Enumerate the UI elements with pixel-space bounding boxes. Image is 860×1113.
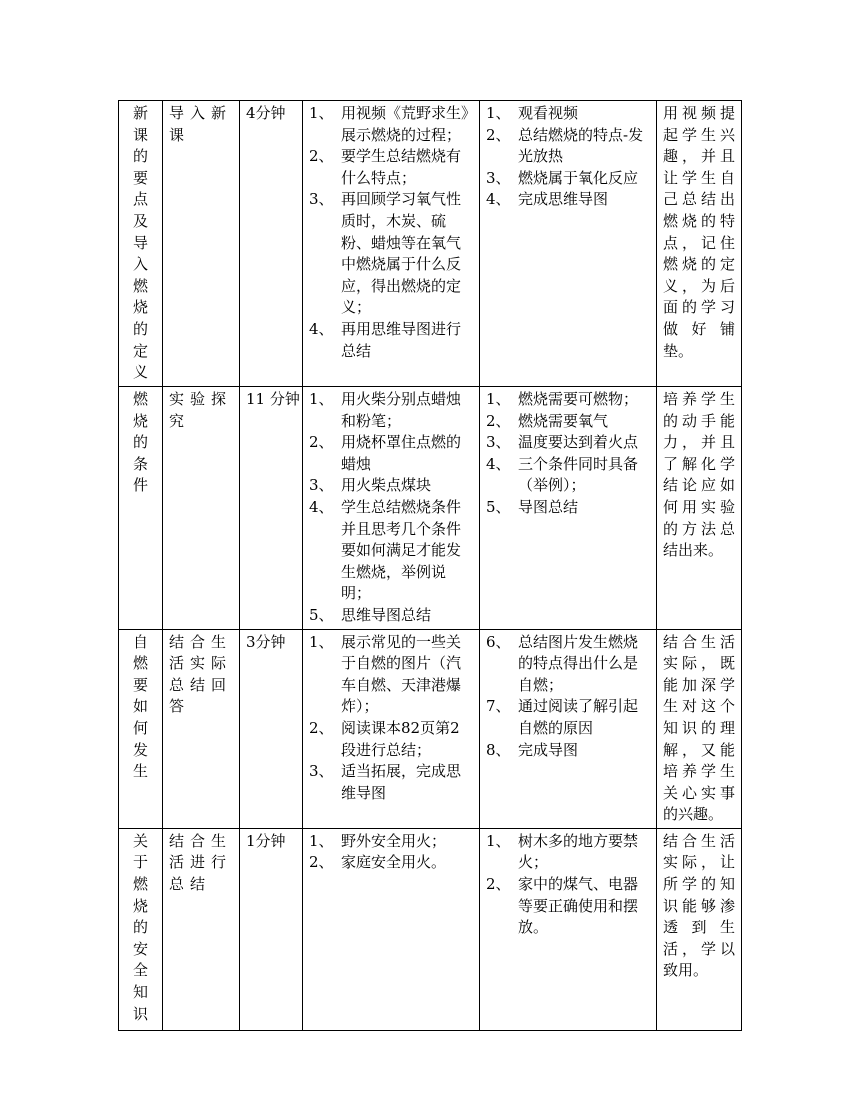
teacher-activity-item bbox=[309, 475, 473, 497]
topic-char: 如 bbox=[132, 697, 148, 716]
student-activity-item bbox=[486, 454, 650, 497]
teacher-activity-cell bbox=[303, 387, 480, 630]
topic-char: 何 bbox=[132, 718, 148, 737]
teacher-activity-cell bbox=[303, 828, 480, 1030]
teacher-activity-list bbox=[309, 831, 473, 874]
item-number: 1、 bbox=[309, 104, 334, 122]
topic-char: 要 bbox=[132, 168, 148, 187]
item-text: 总结图片发生燃烧的特点得出什么是自燃； bbox=[518, 632, 639, 694]
item-text: 适当拓展，完成思维导图 bbox=[341, 762, 462, 802]
topic-char: 自 bbox=[132, 632, 148, 651]
student-activity-item bbox=[486, 874, 650, 939]
topic-char: 义 bbox=[132, 363, 148, 382]
item-text: 家庭安全用火。 bbox=[341, 853, 447, 872]
topic-cell bbox=[119, 387, 163, 630]
teacher-activity-list bbox=[309, 389, 473, 627]
student-activity-item bbox=[486, 189, 650, 211]
method-cell: 结合生活实际总结回答 bbox=[163, 629, 240, 828]
topic-char: 燃 bbox=[132, 276, 148, 295]
item-number: 5、 bbox=[486, 497, 511, 516]
item-text: 用火柴点煤块 bbox=[341, 476, 432, 495]
item-text: 用火柴分别点蜡烛和粉笔； bbox=[341, 390, 462, 430]
item-number: 4、 bbox=[486, 454, 511, 473]
topic-char: 关 bbox=[132, 831, 148, 850]
duration-cell: 3分钟 bbox=[240, 629, 303, 828]
topic-char: 烧 bbox=[132, 896, 148, 915]
item-number: 4、 bbox=[309, 497, 334, 516]
item-text: 再用思维导图进行总结 bbox=[341, 319, 462, 360]
item-number: 1、 bbox=[309, 831, 334, 850]
teacher-activity-item bbox=[309, 605, 473, 627]
item-number: 3、 bbox=[309, 190, 334, 209]
duration-cell: 11 分钟 bbox=[240, 387, 303, 630]
item-text: 用视频《荒野求生》展示燃烧的过程； bbox=[341, 104, 469, 144]
item-number: 3、 bbox=[486, 433, 511, 452]
topic-char: 发 bbox=[132, 740, 148, 759]
item-number: 6、 bbox=[486, 632, 511, 651]
topic-cell bbox=[119, 101, 163, 387]
item-number: 2、 bbox=[486, 125, 511, 144]
teacher-activity-item bbox=[309, 389, 473, 432]
topic-char: 的 bbox=[132, 433, 148, 452]
item-text: 温度要达到着火点 bbox=[518, 433, 639, 452]
item-number: 2、 bbox=[309, 718, 334, 737]
item-text: 家中的煤气、电器等要正确使用和摆放。 bbox=[518, 875, 639, 937]
teacher-activity-list bbox=[309, 632, 473, 805]
topic-char: 导 bbox=[132, 233, 148, 252]
student-activity-cell bbox=[480, 629, 657, 828]
topic-char: 全 bbox=[132, 961, 148, 980]
topic-char: 的 bbox=[132, 918, 148, 937]
student-activity-item bbox=[486, 432, 650, 454]
item-number: 3、 bbox=[309, 476, 334, 495]
item-text: 再回顾学习氧气性质时，木炭、硫粉、蜡烛等在氧气中燃烧属于什么反应，得出燃烧的定义； bbox=[341, 190, 462, 317]
student-activity-item bbox=[486, 497, 650, 519]
item-number: 4、 bbox=[309, 319, 334, 338]
teacher-activity-cell bbox=[303, 101, 480, 387]
student-activity-item bbox=[486, 696, 650, 739]
student-activity-cell bbox=[480, 828, 657, 1030]
student-activity-item bbox=[486, 831, 650, 874]
item-number: 2、 bbox=[486, 875, 511, 894]
item-text: 导图总结 bbox=[518, 497, 579, 516]
topic-char: 燃 bbox=[132, 875, 148, 894]
item-text: 要学生总结燃烧有什么特点； bbox=[341, 147, 462, 187]
topic-char: 识 bbox=[132, 1004, 148, 1023]
item-number: 1、 bbox=[486, 104, 511, 122]
item-number: 7、 bbox=[486, 697, 511, 716]
teacher-activity-item bbox=[309, 497, 473, 605]
teacher-activity-item bbox=[309, 146, 473, 189]
item-text: 燃烧属于氧化反应 bbox=[518, 168, 639, 187]
topic-char: 烧 bbox=[132, 411, 148, 430]
item-number: 2、 bbox=[309, 433, 334, 452]
method-cell: 导入新课 bbox=[163, 101, 240, 387]
student-activity-cell bbox=[480, 387, 657, 630]
item-number: 1、 bbox=[486, 390, 511, 408]
topic-char: 安 bbox=[132, 939, 148, 958]
teacher-activity-item bbox=[309, 189, 473, 319]
item-text: 燃烧需要氧气 bbox=[518, 411, 609, 430]
item-number: 1、 bbox=[309, 390, 334, 408]
topic-char: 要 bbox=[132, 675, 148, 694]
student-activity-list bbox=[486, 103, 650, 211]
lesson-plan-table bbox=[118, 100, 742, 1031]
teacher-activity-item bbox=[309, 718, 473, 761]
design-intent-cell: 培养学生的动手能力，并且了解化学结论应如何用实验的方法总结出来。 bbox=[657, 387, 742, 630]
topic-char: 燃 bbox=[132, 390, 148, 408]
teacher-activity-item bbox=[309, 103, 473, 146]
topic-char: 入 bbox=[132, 255, 148, 274]
table-row bbox=[119, 629, 742, 828]
topic-char: 烧 bbox=[132, 298, 148, 317]
student-activity-item bbox=[486, 103, 650, 125]
item-text: 完成导图 bbox=[518, 740, 579, 759]
item-number: 3、 bbox=[309, 762, 334, 781]
student-activity-list bbox=[486, 389, 650, 519]
duration-cell: 1分钟 bbox=[240, 828, 303, 1030]
design-intent-cell: 结合生活实际，让所学的知识能够渗透到生活，学以致用。 bbox=[657, 828, 742, 1030]
topic-char: 的 bbox=[132, 147, 148, 166]
item-text: 展示常见的一些关于自燃的图片（汽车自燃、天津港爆炸）； bbox=[341, 632, 462, 716]
teacher-activity-item bbox=[309, 319, 473, 362]
teacher-activity-item bbox=[309, 432, 473, 475]
topic-char: 条 bbox=[132, 454, 148, 473]
item-text: 观看视频 bbox=[518, 104, 579, 122]
method-cell: 结合生活进行总结 bbox=[163, 828, 240, 1030]
teacher-activity-item bbox=[309, 761, 473, 804]
student-activity-cell bbox=[480, 101, 657, 387]
student-activity-list bbox=[486, 632, 650, 762]
topic-char: 的 bbox=[132, 319, 148, 338]
item-number: 1、 bbox=[486, 831, 511, 850]
item-number: 1、 bbox=[309, 632, 334, 651]
topic-char: 知 bbox=[132, 983, 148, 1002]
student-activity-item bbox=[486, 411, 650, 433]
topic-char: 生 bbox=[132, 762, 148, 781]
teacher-activity-list bbox=[309, 103, 473, 362]
item-text: 总结燃烧的特点-发光放热 bbox=[518, 125, 644, 166]
item-text: 用烧杯罩住点燃的蜡烛 bbox=[341, 433, 462, 473]
method-cell: 实验探究 bbox=[163, 387, 240, 630]
item-text: 野外安全用火； bbox=[341, 831, 447, 850]
item-number: 8、 bbox=[486, 740, 511, 759]
teacher-activity-cell bbox=[303, 629, 480, 828]
item-text: 树木多的地方要禁火； bbox=[518, 831, 639, 872]
item-text: 三个条件同时具备（举例）； bbox=[518, 454, 639, 495]
table-row bbox=[119, 387, 742, 630]
table-row bbox=[119, 101, 742, 387]
item-number: 5、 bbox=[309, 605, 334, 624]
topic-char: 点 bbox=[132, 190, 148, 209]
duration-cell: 4分钟 bbox=[240, 101, 303, 387]
student-activity-item bbox=[486, 740, 650, 762]
item-number: 2、 bbox=[309, 147, 334, 166]
table-body bbox=[119, 101, 742, 1031]
topic-cell bbox=[119, 828, 163, 1030]
table-row bbox=[119, 828, 742, 1030]
topic-char: 定 bbox=[132, 341, 148, 360]
item-text: 通过阅读了解引起自燃的原因 bbox=[518, 697, 639, 737]
topic-char: 及 bbox=[132, 211, 148, 230]
item-number: 3、 bbox=[486, 168, 511, 187]
student-activity-list bbox=[486, 831, 650, 939]
topic-char: 新 bbox=[132, 104, 148, 122]
topic-char: 于 bbox=[132, 853, 148, 872]
student-activity-item bbox=[486, 125, 650, 168]
item-number: 4、 bbox=[486, 190, 511, 209]
topic-cell bbox=[119, 629, 163, 828]
student-activity-item bbox=[486, 168, 650, 190]
item-text: 完成思维导图 bbox=[518, 190, 609, 209]
item-text: 阅读课本82页第2段进行总结； bbox=[341, 718, 460, 759]
topic-char: 燃 bbox=[132, 654, 148, 673]
student-activity-item bbox=[486, 632, 650, 697]
item-text: 学生总结燃烧条件并且思考几个条件要如何满足才能发生燃烧，举例说明； bbox=[341, 497, 462, 603]
student-activity-item bbox=[486, 389, 650, 411]
topic-char: 课 bbox=[132, 125, 148, 144]
topic-char: 件 bbox=[132, 476, 148, 495]
teacher-activity-item bbox=[309, 831, 473, 853]
teacher-activity-item bbox=[309, 632, 473, 718]
item-text: 思维导图总结 bbox=[341, 605, 432, 624]
item-text: 燃烧需要可燃物； bbox=[518, 390, 639, 408]
item-number: 2、 bbox=[309, 853, 334, 872]
teacher-activity-item bbox=[309, 852, 473, 874]
design-intent-cell: 用视频提起学生兴趣，并且让学生自己总结出燃烧的特点，记住燃烧的定义，为后面的学习做好铺垫。 bbox=[657, 101, 742, 387]
item-number: 2、 bbox=[486, 411, 511, 430]
design-intent-cell: 结合生活实际，既能加深学生对这个知识的理解，又能培养学生关心实事的兴趣。 bbox=[657, 629, 742, 828]
